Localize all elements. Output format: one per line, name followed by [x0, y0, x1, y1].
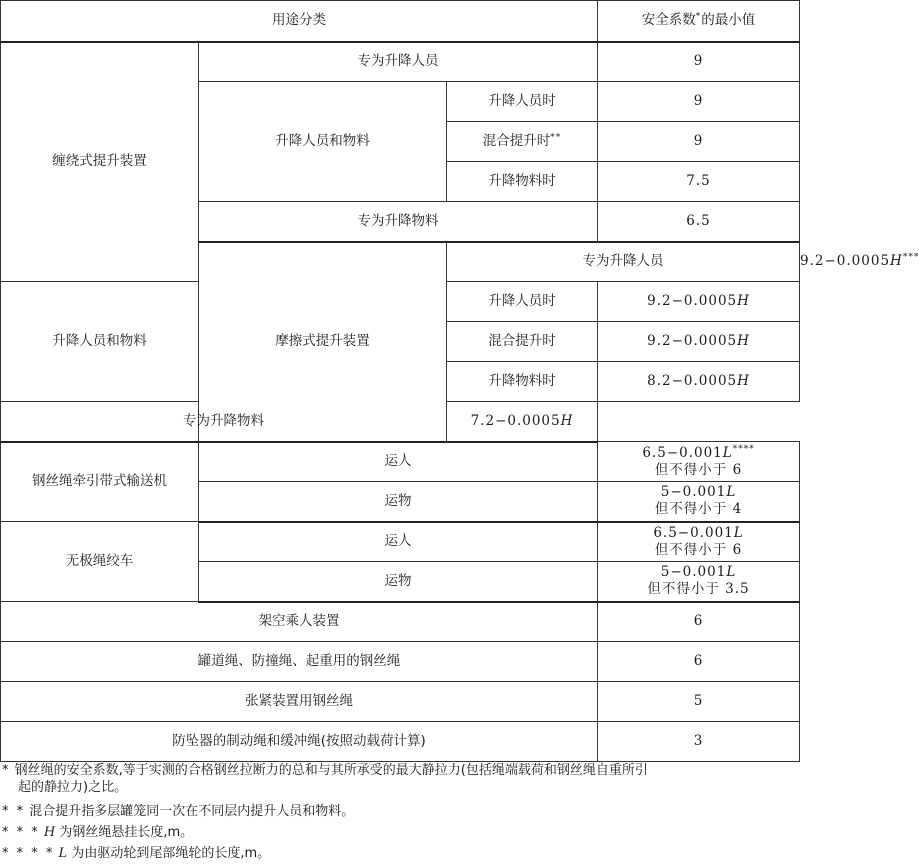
- value-condition: 但不得小于 4: [654, 501, 743, 518]
- value-condition: 但不得小于 3.5: [647, 581, 750, 598]
- footnote-text: 混合提升指多层罐笼同一次在不同层内提升人员和物料。: [29, 804, 355, 819]
- category-cell: 专为升降人员: [447, 242, 800, 282]
- footnote-mark: * * *: [2, 825, 40, 840]
- value-text: 6.5−0.001: [642, 444, 723, 461]
- subcategory-text: 混合提升时: [482, 133, 551, 149]
- header-safety-factor: [598, 1, 800, 42]
- subcategory-cell: 升降物料时: [447, 162, 598, 202]
- subcategory-cell: 升降人员时: [447, 282, 598, 322]
- variable-symbol: L: [726, 484, 737, 501]
- value-cell: 5: [598, 682, 800, 722]
- category-cell: 防坠器的制动绳和缓冲绳(按照动载荷计算): [1, 722, 598, 762]
- footnote-mark: *: [2, 763, 11, 778]
- footnote-mark: ***: [902, 252, 919, 263]
- variable-symbol: L: [58, 846, 68, 861]
- variable-symbol: H: [560, 412, 574, 429]
- value-cell: 9: [598, 42, 800, 82]
- variable-symbol: H: [737, 293, 750, 309]
- variable-symbol: L: [726, 564, 737, 581]
- category-cell: 专为升降物料: [199, 202, 598, 242]
- value-condition: 但不得小于 6: [654, 541, 743, 558]
- category-cell: 升降人员和物料: [1, 282, 199, 402]
- variable-symbol: H: [43, 825, 56, 840]
- value-cell: 6: [598, 642, 800, 682]
- belt-conveyor-label: 钢丝绳牵引带式输送机: [1, 442, 199, 522]
- subcategory-cell: 升降人员时: [447, 82, 598, 122]
- category-cell: 运人: [199, 522, 598, 562]
- table-row: [1, 722, 800, 762]
- variable-symbol: H: [737, 373, 750, 389]
- table-row: [1, 402, 800, 442]
- table-row: [1, 682, 800, 722]
- footnote-mark: * * * *: [2, 846, 55, 861]
- category-cell: 运物: [199, 562, 598, 602]
- value-cell: [598, 482, 800, 522]
- value-text: 9.2−0.0005: [647, 333, 738, 349]
- value-text: 9.2−0.0005: [647, 293, 738, 309]
- category-cell: 运物: [199, 482, 598, 522]
- value-cell: [447, 402, 598, 442]
- value-cell: [598, 282, 800, 322]
- value-cell: [598, 522, 800, 562]
- category-cell: 罐道绳、防撞绳、起重用的钢丝绳: [1, 642, 598, 682]
- header-use-category: 用途分类: [1, 1, 598, 42]
- footnote-1: [2, 762, 798, 796]
- header-factor-text-2: 的最小值: [701, 12, 756, 29]
- table-row: [1, 42, 800, 82]
- subcategory-cell: 混合提升时: [447, 322, 598, 362]
- subcategory-cell: [447, 122, 598, 162]
- value-cell: 7.5: [598, 162, 800, 202]
- value-cell: [598, 322, 800, 362]
- variable-symbol: H: [737, 333, 750, 349]
- value-cell: [598, 442, 800, 482]
- value-text: 8.2−0.0005: [647, 373, 738, 389]
- value-cell: 6.5: [598, 202, 800, 242]
- table-row: [1, 602, 800, 642]
- table-row: [1, 642, 800, 682]
- value-cell: 9: [598, 82, 800, 122]
- endless-winch-label: 无极绳绞车: [1, 522, 199, 602]
- footnote-mark: * *: [2, 804, 26, 819]
- category-cell: 张紧装置用钢丝绳: [1, 682, 598, 722]
- footnote-text: 钢丝绳的安全系数,等于实测的合格钢丝拉断力的总和与其所承受的最大静拉力(包括绳端载荷和钢丝绳自重所引: [14, 763, 648, 778]
- footnote-mark: **: [550, 132, 562, 143]
- header-factor-footnote-mark: *: [695, 11, 702, 22]
- category-cell: 专为升降物料: [1, 402, 447, 442]
- footnote-text: 为由驱动轮到尾部绳轮的长度,m。: [71, 846, 271, 861]
- winding-hoist-label: 缠绕式提升装置: [1, 42, 199, 282]
- value-text: 7.2−0.0005: [470, 412, 561, 429]
- category-cell: 升降人员和物料: [199, 82, 447, 202]
- variable-symbol: H: [890, 253, 903, 269]
- value-cell: [598, 562, 800, 602]
- variable-symbol: L: [722, 444, 733, 461]
- value-text: 6.5−0.001: [653, 524, 734, 541]
- value-condition: 但不得小于 6: [654, 461, 743, 478]
- footnote-4: [2, 845, 798, 862]
- value-cell: 3: [598, 722, 800, 762]
- value-text: 9.2−0.0005: [800, 253, 891, 269]
- value-cell: 6: [598, 602, 800, 642]
- category-cell: 架空乘人装置: [1, 602, 598, 642]
- category-cell: 运人: [199, 442, 598, 482]
- header-factor-text: 安全系数: [641, 12, 696, 29]
- value-text: 5−0.001: [660, 484, 727, 501]
- friction-hoist-label: 摩擦式提升装置: [199, 242, 447, 442]
- footnote-text-cont: 起的静拉力)之比。: [18, 780, 128, 795]
- value-cell: 9: [598, 122, 800, 162]
- footnote-3: [2, 824, 798, 841]
- value-cell: [598, 362, 800, 402]
- variable-symbol: L: [733, 524, 744, 541]
- table-row: [1, 442, 800, 482]
- table-header-row: [1, 1, 800, 42]
- subcategory-cell: 升降物料时: [447, 362, 598, 402]
- table-row: [1, 522, 800, 562]
- value-text: 5−0.001: [660, 564, 727, 581]
- footnote-2: [2, 803, 798, 820]
- category-cell: 专为升降人员: [199, 42, 598, 82]
- footnote-text: 为钢丝绳悬挂长度,m。: [59, 825, 194, 840]
- footnote-mark: ****: [732, 444, 755, 454]
